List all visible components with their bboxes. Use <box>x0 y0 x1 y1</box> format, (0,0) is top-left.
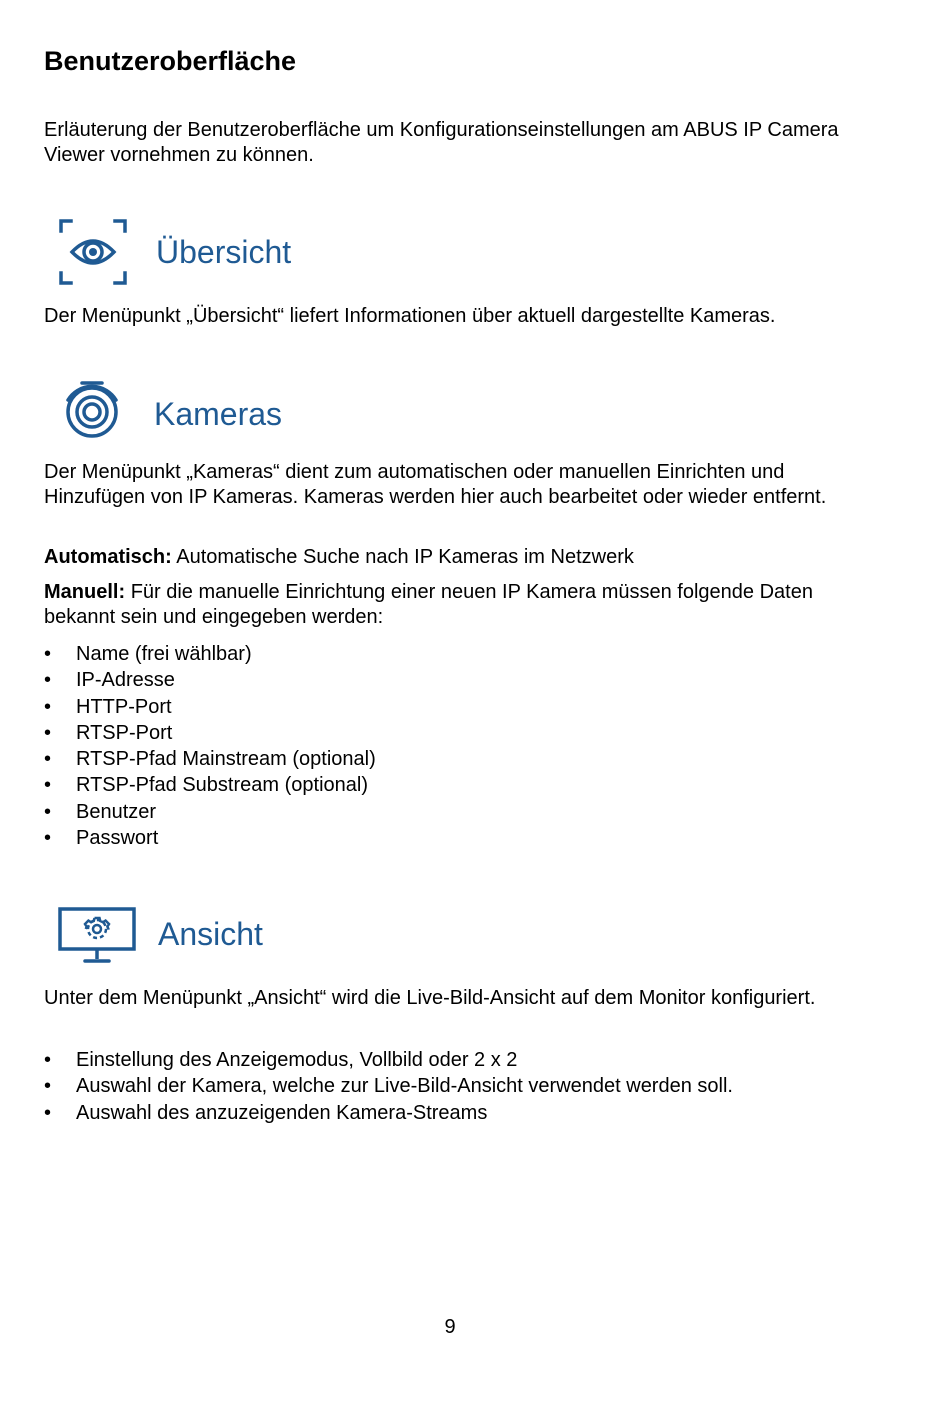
overview-paragraph: Der Menüpunkt „Übersicht“ liefert Informationen über aktuell dargestellte Kameras. <box>44 305 776 327</box>
manual-label: Manuell: <box>44 581 126 603</box>
manual-paragraph <box>44 580 864 630</box>
list-item: • RTSP-Pfad Mainstream (optional) <box>44 746 376 772</box>
intro-paragraph: Erläuterung der Benutzeroberfläche um Konfigurationseinstellungen am ABUS IP Camera Viewer vornehmen zu können. <box>44 119 839 166</box>
automatic-label: Automatisch: <box>44 546 172 568</box>
list-item: • Benutzer <box>44 799 376 825</box>
automatic-text: Automatische Suche nach IP Kameras im Netzwerk <box>176 546 634 568</box>
monitor-gear-icon <box>57 905 137 970</box>
list-item: • Passwort <box>44 825 376 851</box>
cameras-paragraph: Der Menüpunkt „Kameras“ dient zum automatischen oder manuellen Einrichten und Hinzufügen von IP Kameras. Kameras werden hier auch bearbeitet oder wieder entfernt. <box>44 461 827 508</box>
camera-fields-list <box>44 641 376 851</box>
page-number: 9 <box>444 1316 456 1338</box>
list-item: • Name (frei wählbar) <box>44 641 376 667</box>
section-title-overview: Übersicht <box>156 234 292 270</box>
list-item: • IP-Adresse <box>44 667 376 693</box>
eye-scan-icon <box>56 216 130 293</box>
page-heading: Benutzeroberfläche <box>44 46 297 76</box>
view-paragraph: Unter dem Menüpunkt „Ansicht“ wird die Live-Bild-Ansicht auf dem Monitor konfiguriert. <box>44 987 816 1009</box>
list-item: • Auswahl des anzuzeigenden Kamera-Streams <box>44 1100 733 1126</box>
list-item: • RTSP-Pfad Substream (optional) <box>44 772 376 798</box>
automatic-paragraph <box>44 545 864 570</box>
section-title-view: Ansicht <box>158 916 263 952</box>
section-title-cameras: Kameras <box>154 396 283 432</box>
dome-camera-icon <box>58 378 126 447</box>
list-item: • Einstellung des Anzeigemodus, Vollbild oder 2 x 2 <box>44 1047 733 1073</box>
view-options-list <box>44 1047 733 1126</box>
list-item: • Auswahl der Kamera, welche zur Live-Bild-Ansicht verwendet werden soll. <box>44 1073 733 1099</box>
list-item: • RTSP-Port <box>44 720 376 746</box>
manual-text: Für die manuelle Einrichtung einer neuen IP Kamera müssen folgende Daten bekannt sein und eingegeben werden: <box>44 581 813 628</box>
list-item: • HTTP-Port <box>44 694 376 720</box>
